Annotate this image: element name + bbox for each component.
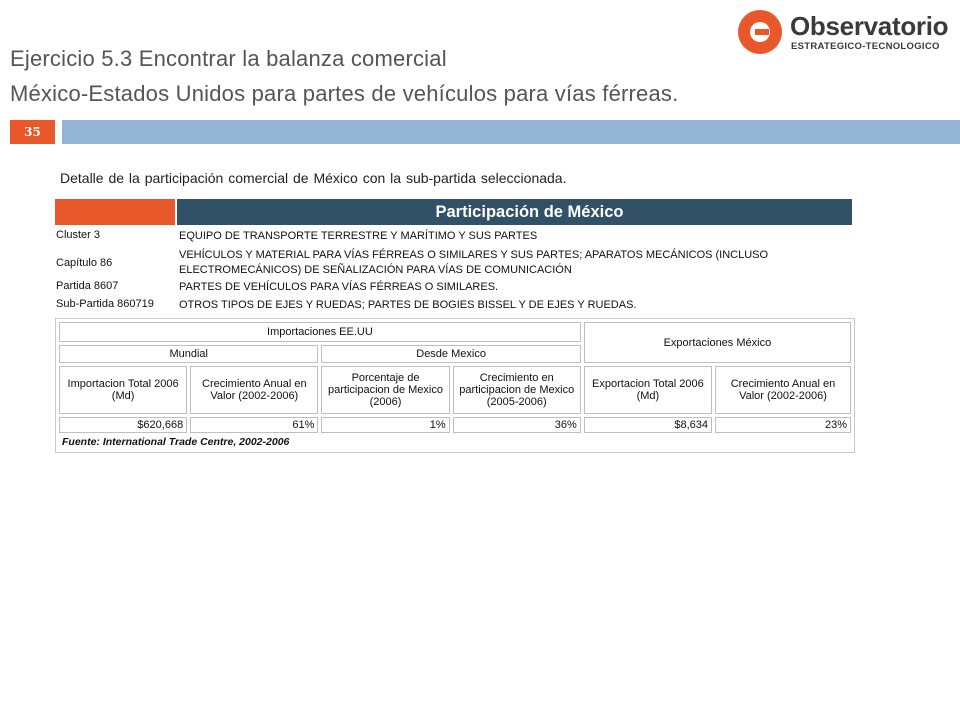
value-cell: 36% (453, 417, 581, 433)
column-header: Porcentaje de participacion de Mexico (2006) (321, 366, 449, 414)
page-number-badge: 35 (10, 120, 55, 144)
value-cell: $8,634 (584, 417, 712, 433)
info-label: Cluster 3 (56, 229, 101, 241)
from-mexico-header: Desde Mexico (321, 345, 580, 363)
source-note: Fuente: International Trade Centre, 2002-2006 (62, 436, 290, 448)
info-label: Partida 8607 (56, 280, 119, 292)
value-cell: 61% (190, 417, 318, 433)
participation-header (55, 199, 852, 225)
info-row-cluster (55, 229, 852, 244)
column-header: Crecimiento Anual en Valor (2002-2006) (715, 366, 851, 414)
info-value: PARTES DE VEHÍCULOS PARA VÍAS FÉRREAS O SIMILARES. (179, 281, 499, 293)
logo-name: Observatorio (790, 11, 949, 41)
header-accent-block (55, 199, 175, 225)
imports-us-header: Importaciones EE.UU (59, 322, 581, 342)
info-row-partida (55, 280, 852, 295)
observatorio-logo-icon (738, 10, 782, 54)
header-bar (62, 120, 960, 144)
info-label: Capítulo 86 (56, 257, 113, 269)
column-header: Exportacion Total 2006 (Md) (584, 366, 712, 414)
info-row-capitulo (55, 248, 852, 278)
participation-panel (55, 199, 852, 313)
exports-mexico-header: Exportaciones México (584, 322, 851, 363)
info-value: VEHÍCULOS Y MATERIAL PARA VÍAS FÉRREAS O SIMILARES Y SUS PARTES; APARATOS MECÁNICOS (INCLUSO ELECTROMECÁNICOS) DE SEÑALIZACIÓN PARA VÍAS DE COMUNICACIÓN (179, 249, 769, 276)
info-value: OTROS TIPOS DE EJES Y RUEDAS; PARTES DE BOGIES BISSEL Y DE EJES Y RUEDAS. (179, 299, 637, 311)
column-header: Crecimiento en participacion de Mexico (2005-2006) (453, 366, 581, 414)
world-header: Mundial (59, 345, 318, 363)
observatorio-logo (738, 8, 953, 54)
value-cell: 1% (321, 417, 449, 433)
info-row-subpartida (55, 298, 852, 313)
logo-subtitle: ESTRATEGICO-TECNOLOGICO (791, 41, 940, 52)
slide-subtitle: Detalle de la participación comercial de México con la sub-partida seleccionada. (60, 170, 567, 186)
value-cell: 23% (715, 417, 851, 433)
trade-table (55, 318, 855, 453)
slide-title-line-2: México-Estados Unidos para partes de vehículos para vías férreas. (10, 81, 679, 106)
value-cell: $620,668 (59, 417, 187, 433)
info-label: Sub-Partida 860719 (56, 298, 154, 310)
info-value: EQUIPO DE TRANSPORTE TERRESTRE Y MARÍTIMO Y SUS PARTES (179, 230, 538, 242)
slide-title-line-1: Ejercicio 5.3 Encontrar la balanza comercial (10, 46, 447, 71)
column-header: Crecimiento Anual en Valor (2002-2006) (190, 366, 318, 414)
participation-title: Participación de México (177, 199, 852, 225)
column-header: Importacion Total 2006 (Md) (59, 366, 187, 414)
